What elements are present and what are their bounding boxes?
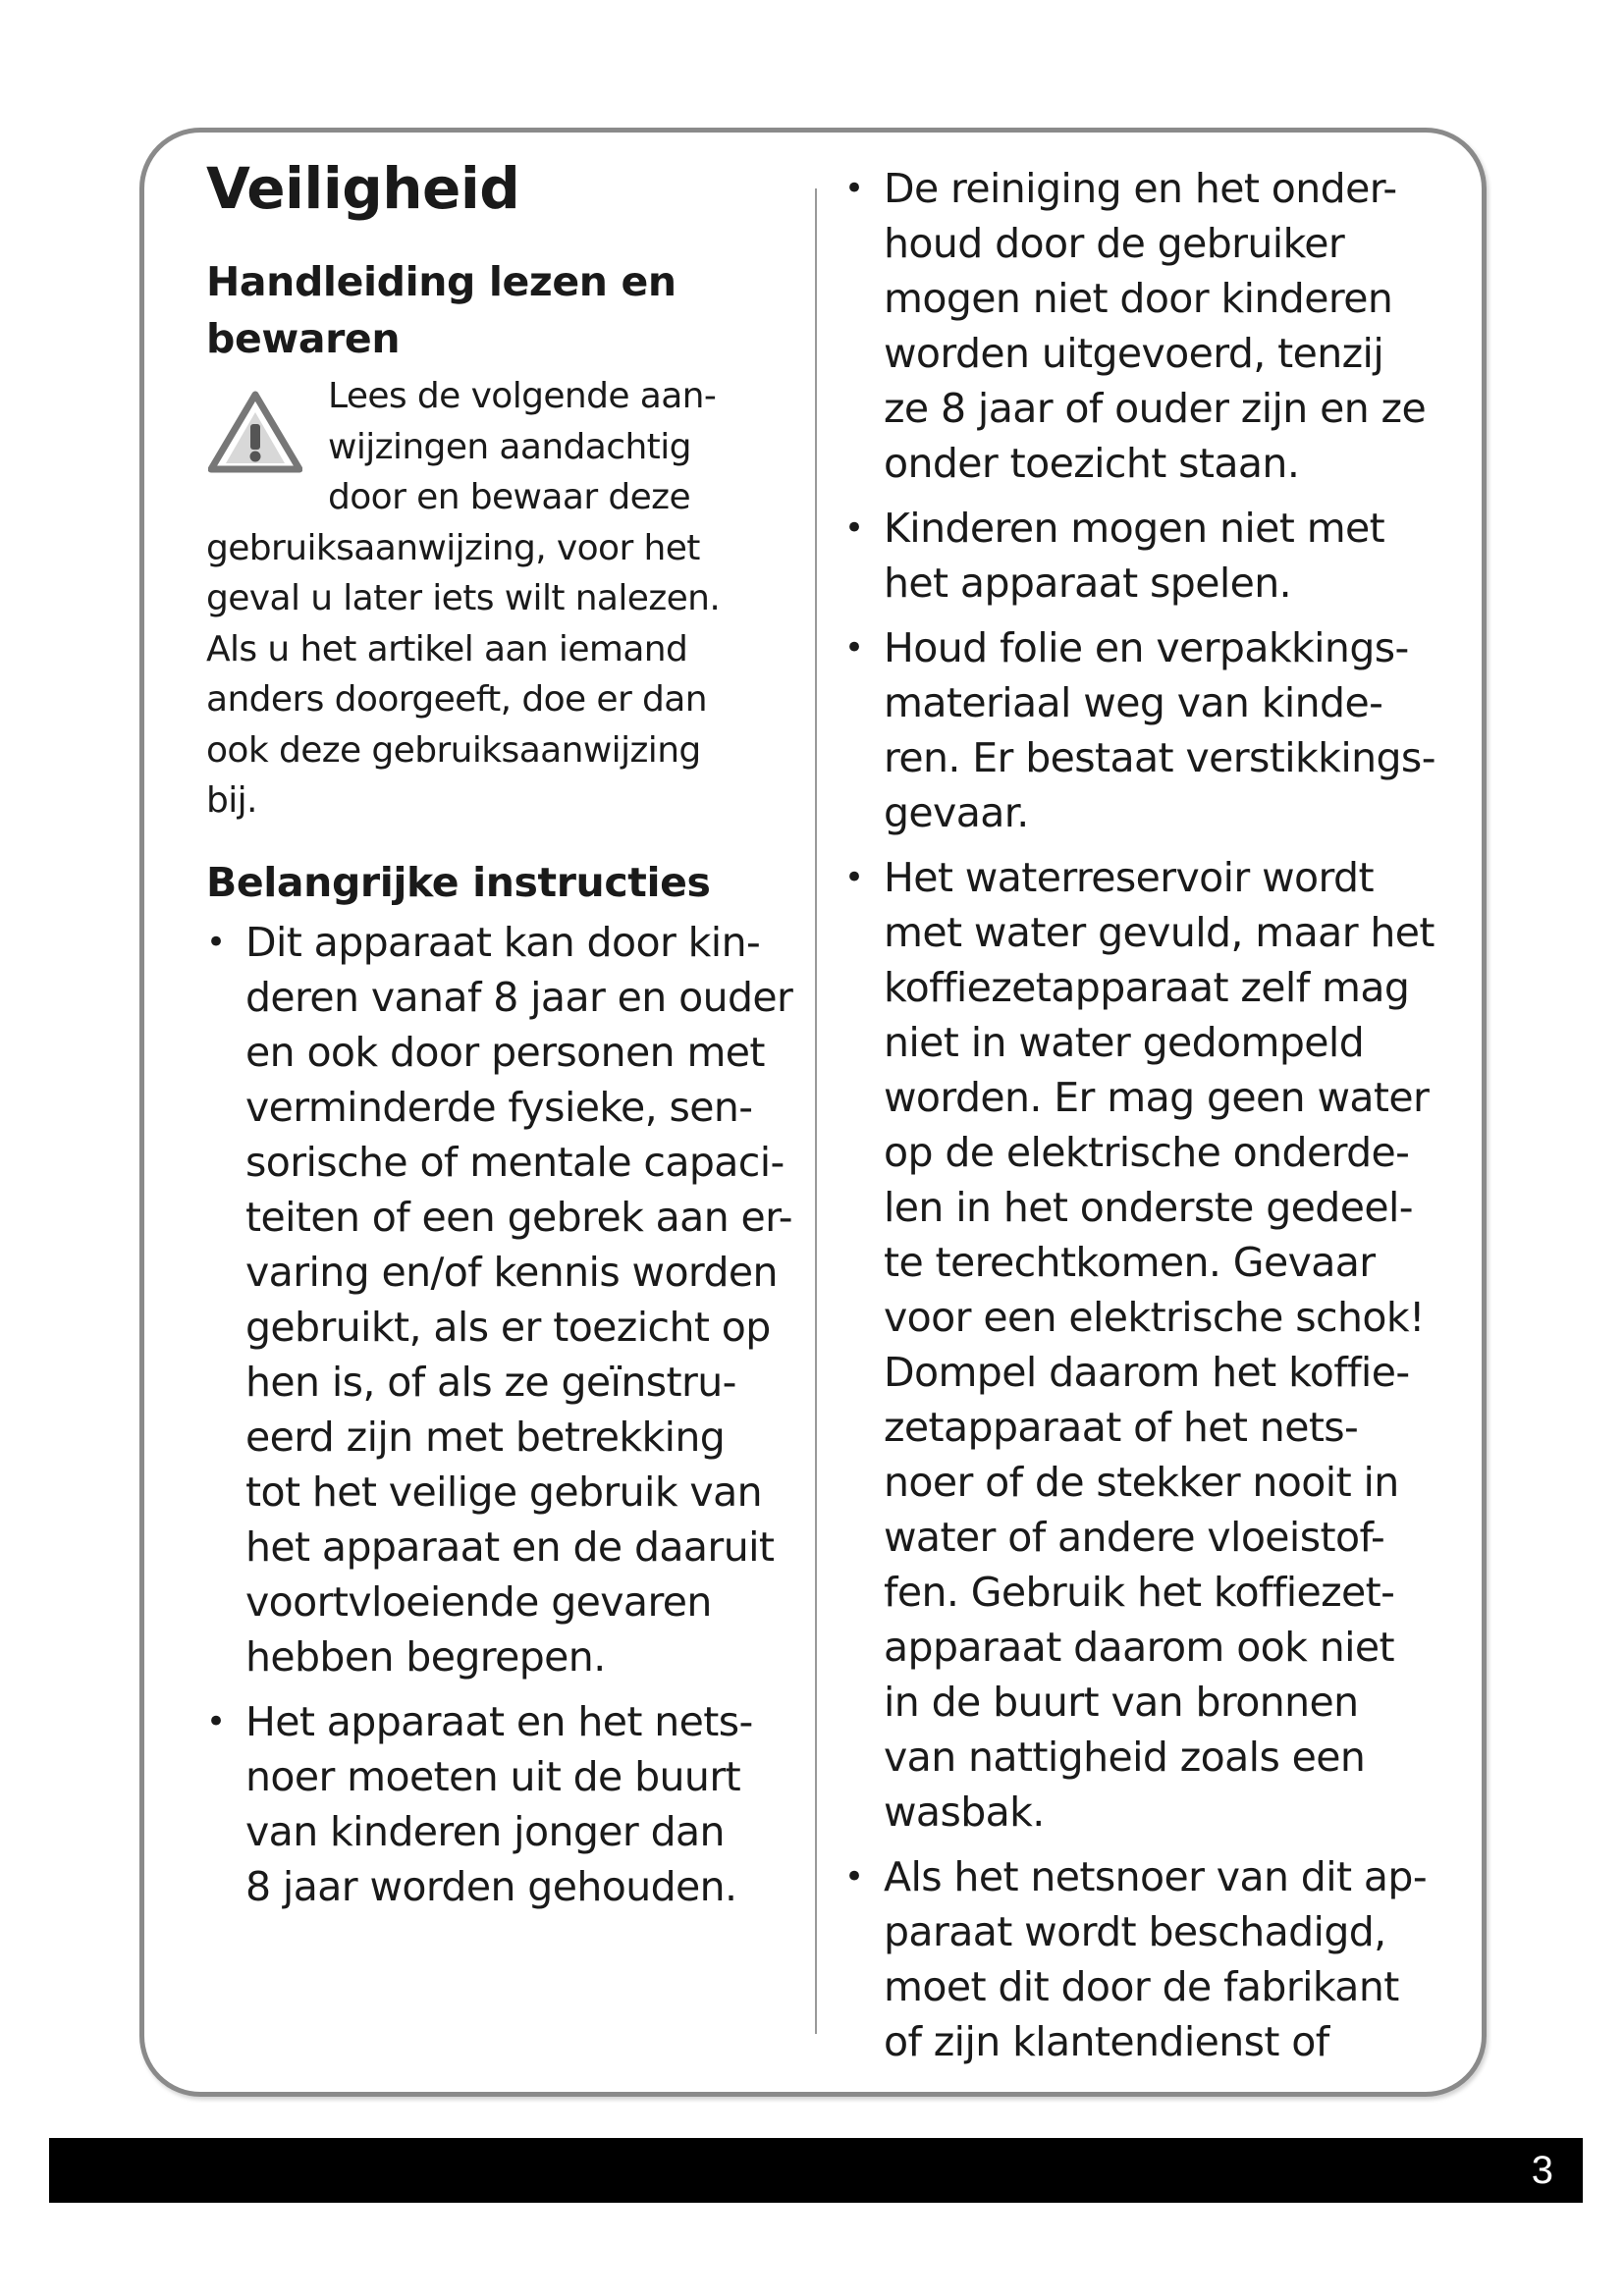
- instruction-line: hen is, of als ze geïnstru-: [245, 1359, 736, 1406]
- instruction-line: Dompel daarom het koffie-: [884, 1349, 1410, 1396]
- instruction-line: zetapparaat of het nets-: [884, 1404, 1359, 1451]
- footer-bar: [49, 2138, 1583, 2203]
- instruction-line: worden uitgevoerd, tenzij: [884, 330, 1384, 377]
- instruction-line: niet in water gedompeld: [884, 1019, 1365, 1066]
- instruction-line: tot het veilige gebruik van: [245, 1468, 762, 1516]
- instruction-line: teiten of een gebrek aan er-: [245, 1194, 792, 1241]
- instruction-line: fen. Gebruik het koffiezet-: [884, 1569, 1395, 1616]
- instruction-line: varing en/of kennis worden: [245, 1249, 778, 1296]
- heading-line: bewaren: [206, 315, 401, 362]
- instruction-item: [206, 915, 795, 1684]
- intro-line: ook deze gebruiksaanwijzing: [206, 729, 701, 771]
- bullet-icon: •: [844, 628, 864, 667]
- bullet-icon: •: [844, 169, 864, 208]
- instruction-line: houd door de gebruiker: [884, 220, 1345, 267]
- instruction-line: gevaar.: [884, 789, 1029, 836]
- section-heading-belangrijk: Belangrijke instructies: [206, 859, 711, 906]
- instruction-line: het apparaat en de daaruit: [245, 1523, 775, 1571]
- intro-line: door en bewaar deze: [328, 477, 691, 517]
- instruction-item: [844, 1849, 1443, 2069]
- instruction-line: van nattigheid zoals een: [884, 1734, 1366, 1781]
- instruction-line: Het apparaat en het nets-: [245, 1698, 753, 1745]
- instruction-line: wasbak.: [884, 1789, 1045, 1836]
- instruction-line: te terechtkomen. Gevaar: [884, 1239, 1376, 1286]
- instruction-line: materiaal weg van kinde-: [884, 679, 1383, 726]
- instruction-line: het apparaat spelen.: [884, 560, 1292, 607]
- intro-paragraph: [206, 371, 756, 827]
- instruction-line: Kinderen mogen niet met: [884, 505, 1385, 552]
- instruction-line: ren. Er bestaat verstikkings-: [884, 734, 1435, 781]
- instruction-line: gebruikt, als er toezicht op: [245, 1304, 771, 1351]
- instruction-line: len in het onderste gedeel-: [884, 1184, 1413, 1231]
- instruction-line: op de elektrische onderde-: [884, 1129, 1410, 1176]
- instruction-line: of zijn klantendienst of: [884, 2018, 1329, 2065]
- instruction-line: paraat wordt beschadigd,: [884, 1908, 1386, 1955]
- instruction-line: mogen niet door kinderen: [884, 275, 1393, 322]
- instruction-line: noer of de stekker nooit in: [884, 1459, 1399, 1506]
- instruction-line: sorische of mentale capaci-: [245, 1139, 785, 1186]
- instruction-item: [844, 501, 1443, 611]
- instruction-list-right: [844, 161, 1443, 2069]
- section-heading-handleiding: [206, 253, 717, 367]
- instruction-line: voor een elektrische schok!: [884, 1294, 1425, 1341]
- page-number: 3: [1531, 2149, 1553, 2192]
- instruction-item: [844, 850, 1443, 1840]
- intro-line: gebruiksaanwijzing, voor het: [206, 527, 700, 568]
- instruction-line: onder toezicht staan.: [884, 440, 1300, 487]
- instruction-line: koffiezetapparaat zelf mag: [884, 964, 1410, 1011]
- instruction-line: moet dit door de fabrikant: [884, 1963, 1399, 2010]
- instruction-list-left: [206, 915, 795, 1914]
- instruction-line: deren vanaf 8 jaar en ouder: [245, 974, 793, 1021]
- instruction-item: [206, 1694, 795, 1914]
- instruction-line: 8 jaar worden gehouden.: [245, 1863, 737, 1910]
- intro-line: wijzingen aandachtig: [328, 426, 691, 467]
- instruction-line: ze 8 jaar of ouder zijn en ze: [884, 385, 1427, 432]
- instruction-line: De reiniging en het onder-: [884, 165, 1397, 212]
- instruction-item: [844, 620, 1443, 840]
- intro-line: bij.: [206, 780, 257, 821]
- instruction-line: worden. Er mag geen water: [884, 1074, 1430, 1121]
- instruction-line: Houd folie en verpakkings-: [884, 624, 1409, 671]
- instruction-line: water of andere vloeistof-: [884, 1514, 1385, 1561]
- intro-line: Als u het artikel aan iemand: [206, 628, 688, 669]
- instruction-line: Dit apparaat kan door kin-: [245, 919, 761, 966]
- bullet-icon: •: [206, 1702, 226, 1741]
- intro-line: anders doorgeeft, doe er dan: [206, 679, 707, 720]
- instruction-line: van kinderen jonger dan: [245, 1808, 725, 1855]
- bullet-icon: •: [844, 858, 864, 897]
- instruction-line: noer moeten uit de buurt: [245, 1753, 741, 1800]
- intro-line: geval u later iets wilt nalezen.: [206, 578, 721, 618]
- instruction-line: Het waterreservoir wordt: [884, 854, 1374, 901]
- instruction-line: voortvloeiende gevaren: [245, 1578, 712, 1626]
- bullet-icon: •: [206, 923, 226, 962]
- instruction-line: met water gevuld, maar het: [884, 909, 1435, 956]
- bullet-icon: •: [844, 1857, 864, 1896]
- instruction-line: in de buurt van bronnen: [884, 1679, 1359, 1726]
- instruction-line: en ook door personen met: [245, 1029, 765, 1076]
- instruction-line: apparaat daarom ook niet: [884, 1624, 1395, 1671]
- instruction-line: verminderde fysieke, sen-: [245, 1084, 753, 1131]
- heading-line: Handleiding lezen en: [206, 258, 677, 305]
- instruction-line: hebben begrepen.: [245, 1633, 606, 1681]
- bullet-icon: •: [844, 508, 864, 548]
- instruction-line: eerd zijn met betrekking: [245, 1414, 726, 1461]
- instruction-item: [844, 161, 1443, 491]
- column-divider: [815, 188, 817, 2034]
- intro-line: Lees de volgende aan-: [328, 376, 717, 416]
- page-title: Veiligheid: [206, 155, 520, 222]
- instruction-line: Als het netsnoer van dit ap-: [884, 1853, 1428, 1900]
